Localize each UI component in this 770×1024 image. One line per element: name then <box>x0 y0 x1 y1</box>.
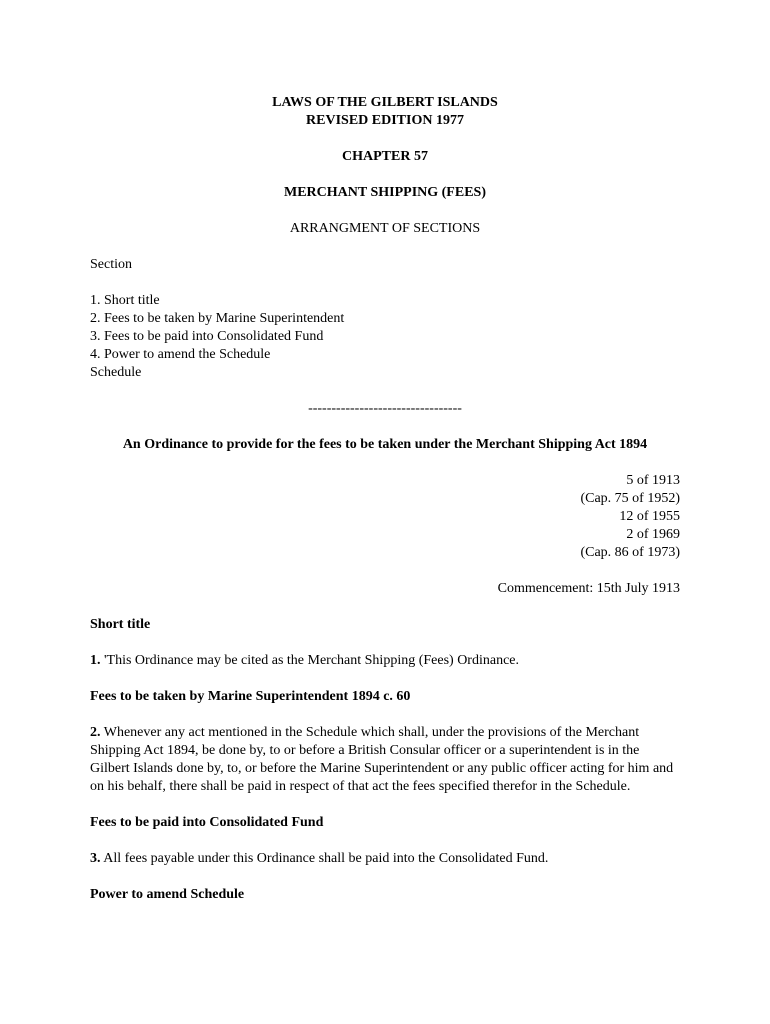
contents-item: 1. Short title <box>90 293 160 308</box>
long-title: An Ordinance to provide for the fees to be taken under the Merchant Shipping Act 1894 <box>122 437 648 452</box>
section-heading: Fees to be taken by Marine Superintendent 1894 c. 60 <box>90 689 411 704</box>
section-number: 2. <box>90 725 101 740</box>
header-line-edition: REVISED EDITION 1977 <box>306 113 464 128</box>
section-heading: Short title <box>90 617 151 632</box>
section-text: 'This Ordinance may be cited as the Merchant Shipping (Fees) Ordinance. <box>100 653 520 668</box>
section-number: 1. <box>90 653 101 668</box>
citation: 2 of 1969 <box>626 527 680 542</box>
contents-item: Schedule <box>90 365 142 380</box>
chapter-heading: CHAPTER 57 <box>342 149 428 164</box>
citation: 12 of 1955 <box>619 509 680 524</box>
contents-item: 3. Fees to be paid into Consolidated Fund <box>90 329 324 344</box>
section-body <box>90 850 680 868</box>
citation: (Cap. 86 of 1973) <box>580 545 680 560</box>
header-line-laws: LAWS OF THE GILBERT ISLANDS <box>272 95 498 110</box>
chapter-title: MERCHANT SHIPPING (FEES) <box>284 185 486 200</box>
contents-item: 2. Fees to be taken by Marine Superintendent <box>90 311 345 326</box>
contents-label: Section <box>90 257 132 272</box>
document-page <box>90 94 680 904</box>
section-number: 3. <box>90 851 101 866</box>
contents-list <box>90 292 680 382</box>
commencement-date: Commencement: 15th July 1913 <box>497 581 680 596</box>
section-body <box>90 652 680 670</box>
section-heading: Power to amend Schedule <box>90 887 245 902</box>
contents-item: 4. Power to amend the Schedule <box>90 347 271 362</box>
section-text: Whenever any act mentioned in the Schedule which shall, under the provisions of the Merchant Shipping Act 1894, be done by, to or before a British Consular officer or a superintendent is in the Gilbert Islands done by, to, or before the Marine Superintendent or any public officer acting for him and on his behalf, there shall be paid in respect of that act the fees specified therefor in the Schedule. <box>90 725 674 794</box>
section-body <box>90 724 680 796</box>
citation-list <box>90 472 680 562</box>
document-header <box>90 94 680 130</box>
section-text: All fees payable under this Ordinance shall be paid into the Consolidated Fund. <box>100 851 549 866</box>
citation: (Cap. 75 of 1952) <box>580 491 680 506</box>
citation: 5 of 1913 <box>626 473 680 488</box>
section-heading: Fees to be paid into Consolidated Fund <box>90 815 324 830</box>
arrangement-heading: ARRANGMENT OF SECTIONS <box>289 221 481 236</box>
section-divider: --------------------------------- <box>308 401 462 416</box>
